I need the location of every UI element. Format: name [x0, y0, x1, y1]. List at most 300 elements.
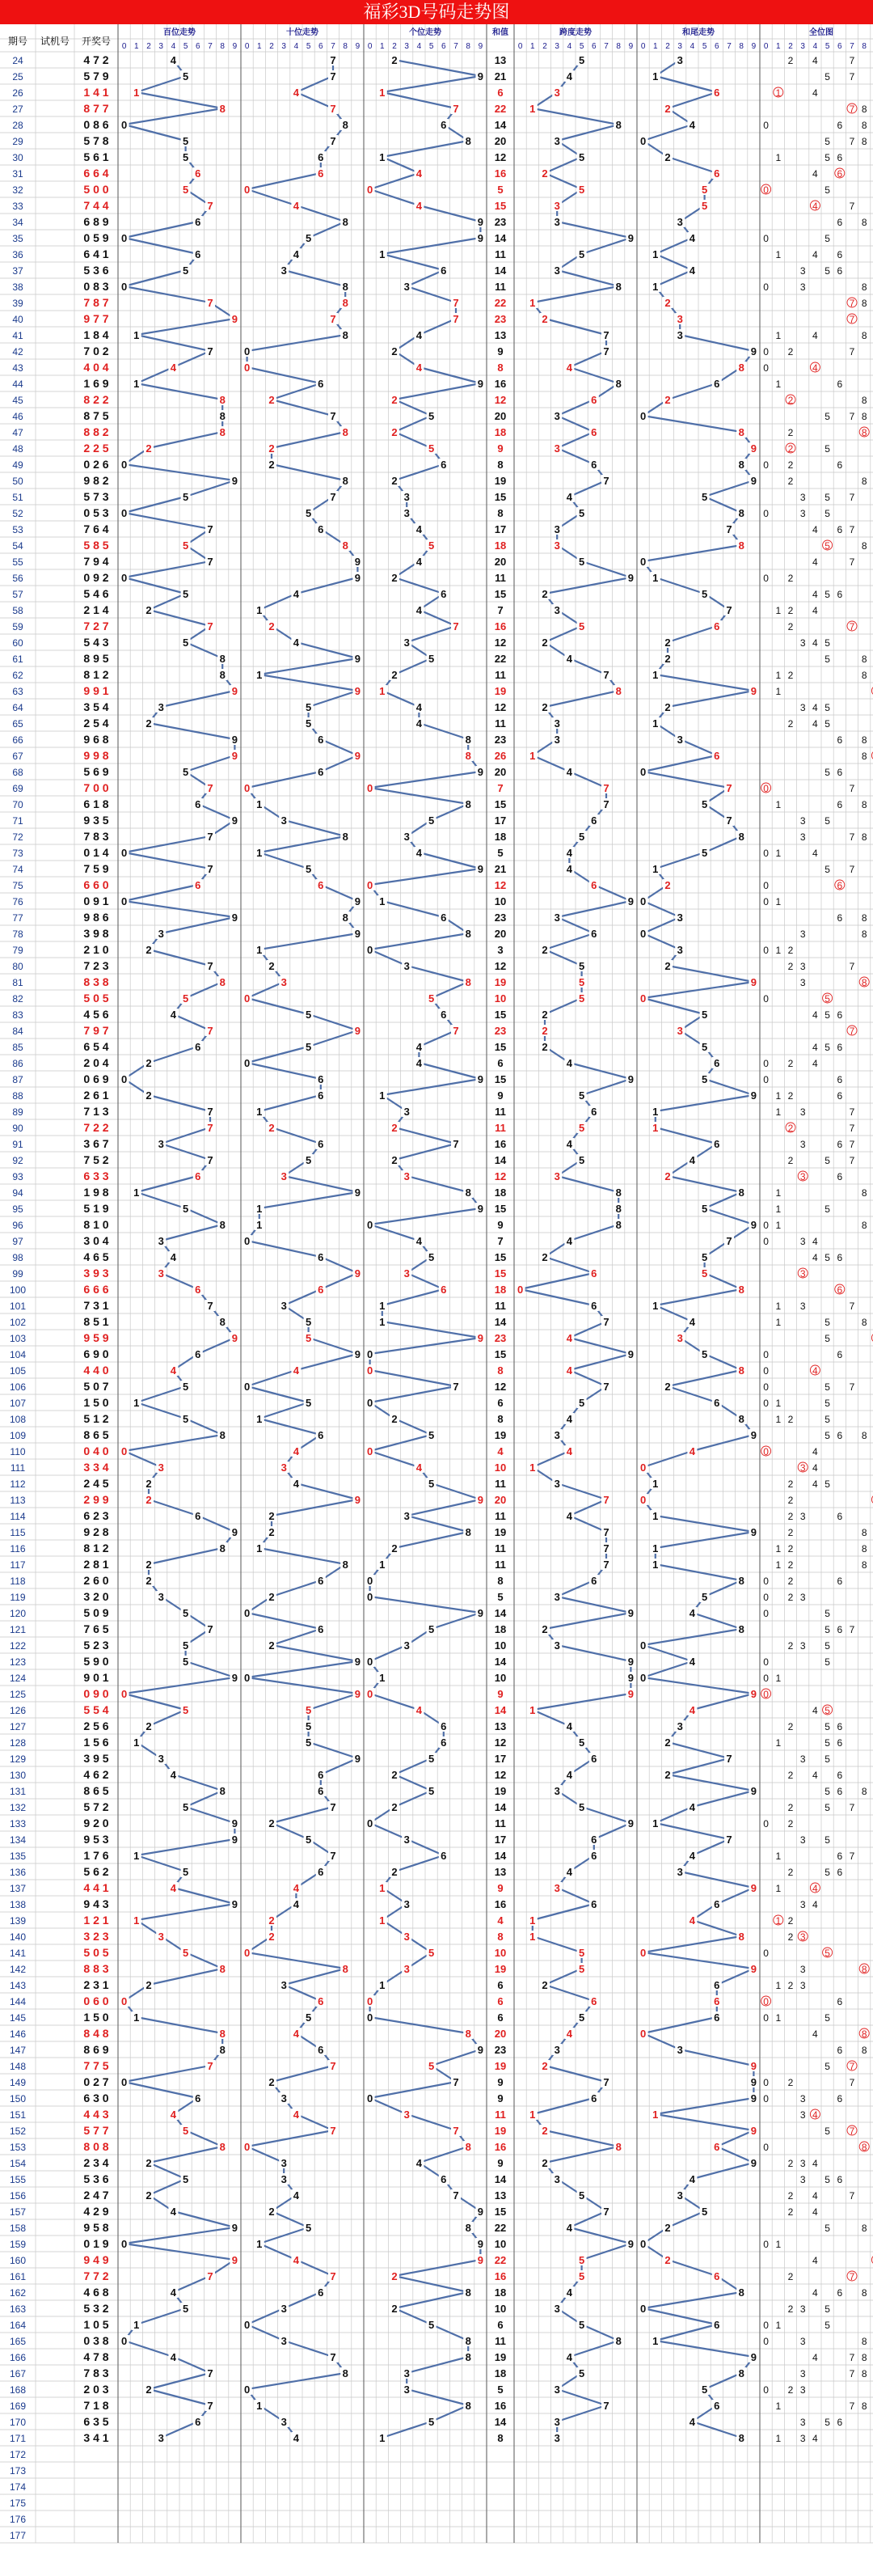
distribution-digit: 2	[787, 427, 794, 438]
sum-tail-digit: 6	[714, 2011, 720, 2024]
sum-value: 9	[497, 1882, 504, 1894]
digit-label-span-5: 5	[579, 42, 584, 51]
tens-digit: 5	[305, 1736, 312, 1749]
tens-digit: 2	[268, 960, 275, 972]
sum-value: 20	[494, 928, 507, 940]
span-digit: 2	[542, 2060, 548, 2072]
distribution-digit: 0	[763, 1220, 769, 1231]
tens-digit: 4	[293, 588, 300, 600]
issue-number: 138	[9, 1899, 27, 1910]
sum-value: 15	[494, 200, 507, 212]
digit-label-span-8: 8	[616, 42, 621, 51]
sum-tail-digit: 9	[750, 345, 757, 357]
distribution-digit: 2	[787, 459, 794, 471]
draw-number: 9 8 2	[83, 474, 109, 487]
hundreds-digit: 1	[133, 2319, 140, 2331]
span-digit: 9	[627, 1688, 635, 1700]
issue-number: 70	[12, 799, 23, 810]
distribution-digit: 4	[812, 168, 818, 180]
tens-digit: 0	[243, 345, 251, 357]
distribution-digit: 0	[763, 1656, 769, 1668]
units-digit: 1	[379, 1316, 386, 1328]
distribution-digit: 0	[763, 1948, 769, 1959]
units-digit: 9	[477, 70, 484, 82]
tens-digit: 2	[268, 1526, 275, 1538]
hundreds-digit: 6	[195, 1348, 201, 1360]
sum-tail-digit: 5	[701, 491, 708, 503]
hundreds-digit: 9	[231, 313, 238, 325]
hundreds-digit: 1	[133, 1914, 140, 1927]
span-digit: 5	[578, 976, 585, 988]
distribution-digit: 2	[787, 718, 794, 730]
hundreds-digit: 7	[207, 960, 213, 972]
digit-label-hundreds-9: 9	[232, 42, 238, 51]
draw-number: 5 1 2	[83, 1412, 109, 1425]
units-digit: 0	[366, 1575, 373, 1587]
distribution-digit: 4	[812, 2352, 818, 2363]
span-digit: 4	[566, 653, 573, 665]
draw-number: 4 6 5	[83, 1250, 109, 1263]
sum-value: 20	[494, 2028, 507, 2040]
span-digit: 4	[566, 2028, 573, 2040]
hundreds-digit: 5	[182, 2303, 189, 2315]
digit-label-distribution-7: 7	[850, 42, 854, 51]
units-digit: 9	[477, 1073, 484, 1085]
span-digit: 3	[554, 734, 560, 746]
span-digit: 5	[578, 620, 585, 632]
distribution-digit: 4	[812, 1252, 818, 1263]
units-digit: 3	[403, 2109, 410, 2121]
span-digit: 2	[542, 313, 548, 325]
hundreds-digit: 0	[120, 1445, 128, 1457]
hundreds-digit: 0	[120, 572, 128, 584]
sum-tail-digit: 0	[639, 766, 647, 778]
sum-value: 11	[495, 1817, 506, 1829]
issue-number: 50	[12, 476, 23, 487]
tens-digit: 9	[354, 895, 361, 907]
sum-value: 5	[497, 2384, 504, 2396]
distribution-digit: 1	[775, 1317, 782, 1328]
distribution-digit: 6	[837, 524, 843, 535]
sum-tail-digit: 9	[750, 976, 757, 988]
sum-tail-digit: 6	[714, 750, 720, 762]
distribution-digit: 2	[787, 1640, 794, 1652]
draw-number: 0 3 8	[83, 2334, 109, 2347]
span-digit: 5	[578, 1089, 585, 1102]
sum-value: 6	[497, 87, 504, 99]
distribution-digit: 6	[837, 1349, 843, 1360]
tens-digit: 0	[243, 2141, 251, 2153]
distribution-digit: 0	[763, 783, 769, 794]
issue-number: 102	[9, 1317, 27, 1328]
draw-number: 3 9 3	[83, 1267, 109, 1280]
span-digit: 1	[529, 750, 536, 762]
sum-tail-digit: 7	[726, 1235, 732, 1247]
tens-digit: 3	[280, 814, 287, 827]
sum-value: 10	[494, 895, 507, 907]
tens-digit: 1	[256, 1542, 263, 1554]
sum-value: 23	[494, 1025, 507, 1037]
distribution-digit: 7	[849, 2126, 855, 2137]
digit-label-sum-tail-6: 6	[715, 42, 719, 51]
hundreds-digit: 3	[158, 1931, 164, 1943]
sum-value: 15	[494, 588, 507, 600]
sum-tail-digit: 8	[738, 1413, 744, 1425]
sum-value: 9	[497, 2092, 504, 2104]
sum-tail-digit: 2	[664, 2254, 671, 2266]
sum-value: 19	[494, 2060, 507, 2072]
issue-number: 176	[9, 2514, 27, 2525]
distribution-digit: 8	[861, 928, 867, 940]
span-digit: 2	[542, 1025, 548, 1037]
digit-label-distribution-3: 3	[800, 42, 805, 51]
tens-digit: 0	[243, 1947, 251, 1959]
units-digit: 9	[477, 2206, 484, 2218]
units-digit: 9	[477, 216, 484, 228]
draw-number: 6 3 5	[83, 2415, 109, 2428]
sum-value: 8	[497, 1575, 504, 1587]
distribution-digit: 3	[799, 815, 806, 827]
sum-value: 12	[494, 1381, 507, 1393]
issue-number: 126	[9, 1705, 27, 1716]
distribution-digit: 2	[787, 2158, 794, 2169]
units-digit: 3	[403, 1963, 410, 1975]
units-digit: 3	[403, 1639, 410, 1652]
sum-value: 17	[494, 523, 507, 535]
tens-digit: 4	[293, 1882, 300, 1894]
distribution-digit: 3	[799, 1511, 806, 1522]
span-digit: 6	[591, 1300, 597, 1312]
digit-label-span-1: 1	[530, 42, 535, 51]
tens-digit: 5	[305, 1154, 312, 1166]
hundreds-digit: 8	[219, 669, 226, 681]
hundreds-digit: 4	[170, 362, 177, 374]
digit-label-hundreds-5: 5	[183, 42, 188, 51]
draw-number: 6 5 4	[83, 1040, 109, 1053]
units-digit: 5	[428, 814, 435, 827]
hundreds-digit: 6	[195, 167, 201, 180]
draw-number: 1 0 5	[83, 2318, 109, 2331]
distribution-digit: 4	[812, 2433, 818, 2444]
distribution-digit: 1	[775, 1203, 782, 1215]
span-digit: 3	[554, 216, 560, 228]
distribution-digit: 2	[787, 1543, 794, 1554]
units-digit: 5	[428, 442, 435, 455]
sum-value: 6	[497, 2011, 504, 2024]
distribution-digit: 3	[799, 1753, 806, 1765]
distribution-digit: 2	[787, 1818, 794, 1829]
tens-digit: 4	[293, 1364, 300, 1377]
sum-tail-digit: 8	[738, 831, 744, 843]
sum-tail-digit: 2	[664, 960, 671, 972]
hundreds-digit: 0	[120, 2335, 128, 2347]
units-digit: 8	[465, 2286, 471, 2299]
issue-number: 149	[9, 2077, 27, 2088]
header-distribution: 全位图	[809, 28, 833, 37]
distribution-digit: 6	[837, 1851, 843, 1862]
tens-digit: 3	[280, 2335, 287, 2347]
span-digit: 1	[529, 1704, 536, 1716]
issue-number: 142	[9, 1964, 27, 1975]
span-digit: 4	[566, 1057, 573, 1069]
distribution-digit: 1	[775, 799, 782, 810]
span-digit: 8	[615, 281, 622, 293]
issue-number: 119	[10, 1592, 26, 1603]
units-digit: 2	[391, 2303, 398, 2315]
sum-value: 10	[494, 1947, 507, 1959]
header-sum-tail: 和尾走势	[682, 28, 715, 37]
draw-number: 2 3 4	[83, 2156, 109, 2169]
span-digit: 6	[591, 1898, 597, 1910]
units-digit: 3	[403, 960, 410, 972]
units-digit: 1	[379, 1089, 386, 1102]
sum-value: 23	[494, 1332, 507, 1344]
distribution-digit: 1	[775, 686, 782, 697]
span-digit: 4	[566, 2222, 573, 2234]
span-digit: 7	[603, 475, 609, 487]
issue-number: 108	[9, 1414, 27, 1425]
draw-number: 3 4 1	[83, 2431, 109, 2444]
distribution-digit: 2	[787, 443, 794, 455]
distribution-digit: 5	[824, 1155, 830, 1166]
distribution-digit: 4	[812, 1770, 818, 1781]
hundreds-digit: 4	[170, 1769, 177, 1781]
distribution-digit: 1	[775, 1106, 782, 1118]
span-digit: 4	[566, 362, 573, 374]
span-digit: 6	[591, 1834, 597, 1846]
sum-tail-digit: 9	[750, 1963, 757, 1975]
hundreds-digit: 8	[219, 653, 226, 665]
tens-digit: 1	[256, 1413, 263, 1425]
units-digit: 1	[379, 685, 386, 697]
sum-tail-digit: 4	[689, 232, 696, 244]
distribution-digit: 3	[799, 1139, 806, 1150]
issue-number: 28	[12, 120, 23, 131]
issue-number: 81	[12, 977, 23, 988]
sum-value: 8	[497, 1364, 504, 1377]
hundreds-digit: 7	[207, 523, 213, 535]
hundreds-digit: 8	[219, 1429, 226, 1441]
units-digit: 5	[428, 992, 435, 1005]
distribution-digit: 7	[849, 1301, 855, 1312]
units-digit: 6	[441, 912, 447, 924]
sum-tail-digit: 3	[677, 944, 683, 956]
units-digit: 0	[366, 879, 373, 891]
tens-digit: 5	[305, 1720, 312, 1732]
distribution-digit: 4	[812, 2158, 818, 2169]
distribution-digit: 6	[837, 880, 843, 891]
issue-number: 30	[12, 152, 23, 163]
distribution-digit: 3	[799, 1301, 806, 1312]
span-digit: 3	[554, 410, 560, 422]
tens-digit: 9	[354, 750, 361, 762]
sum-tail-digit: 8	[738, 1623, 744, 1635]
sum-tail-digit: 5	[701, 2206, 708, 2218]
draw-number: 3 3 4	[83, 1461, 109, 1474]
distribution-digit: 8	[861, 411, 867, 422]
issue-number: 53	[12, 524, 23, 535]
tens-digit: 7	[330, 103, 336, 115]
distribution-digit: 6	[837, 1430, 843, 1441]
tens-digit: 4	[293, 2109, 300, 2121]
tens-digit: 4	[293, 2432, 300, 2444]
distribution-digit: 7	[849, 864, 855, 875]
distribution-digit: 3	[799, 1834, 806, 1846]
issue-number: 41	[12, 330, 23, 341]
hundreds-digit: 0	[120, 1995, 128, 2007]
units-digit: 3	[403, 2367, 410, 2379]
distribution-digit: 2	[787, 55, 794, 66]
span-digit: 6	[591, 928, 597, 940]
span-digit: 2	[542, 944, 548, 956]
issue-number: 68	[12, 767, 23, 778]
tens-digit: 6	[318, 167, 324, 180]
hundreds-digit: 9	[231, 912, 238, 924]
hundreds-digit: 7	[207, 345, 213, 357]
span-digit: 6	[591, 1850, 597, 1862]
draw-number: 7 4 4	[83, 199, 109, 212]
sum-tail-digit: 3	[677, 2189, 683, 2202]
units-digit: 5	[428, 2060, 435, 2072]
units-digit: 1	[379, 1300, 386, 1312]
units-digit: 9	[477, 2044, 484, 2056]
units-digit: 2	[391, 2270, 398, 2282]
tens-digit: 8	[342, 281, 348, 293]
distribution-digit: 5	[824, 492, 830, 503]
units-digit: 1	[379, 248, 386, 260]
units-digit: 9	[477, 1203, 484, 1215]
sum-value: 15	[494, 1073, 507, 1085]
draw-number: 5 0 0	[83, 183, 109, 196]
units-digit: 0	[366, 1364, 373, 1377]
draw-number: 8 6 5	[83, 1784, 109, 1797]
hundreds-digit: 1	[133, 1850, 140, 1862]
units-digit: 6	[441, 1850, 447, 1862]
units-digit: 3	[403, 1106, 410, 1118]
sum-value: 7	[497, 1235, 504, 1247]
distribution-digit: 5	[824, 637, 830, 649]
sum-value: 15	[494, 2206, 507, 2218]
tens-digit: 6	[318, 1138, 324, 1150]
units-digit: 4	[415, 523, 423, 535]
hundreds-digit: 3	[158, 1461, 164, 1474]
distribution-digit: 7	[849, 2190, 855, 2202]
hundreds-digit: 4	[170, 2109, 177, 2121]
issue-number: 48	[12, 443, 23, 455]
span-digit: 4	[566, 1720, 573, 1732]
span-digit: 3	[554, 2044, 560, 2056]
distribution-digit: 2	[787, 2206, 794, 2218]
hundreds-digit: 0	[120, 1073, 128, 1085]
distribution-digit: 7	[849, 1106, 855, 1118]
units-digit: 3	[403, 1510, 410, 1522]
sum-tail-digit: 7	[726, 1834, 732, 1846]
distribution-digit: 3	[799, 2368, 806, 2379]
distribution-digit: 7	[849, 783, 855, 794]
distribution-digit: 0	[763, 1074, 769, 1085]
distribution-digit: 8	[861, 395, 867, 406]
hundreds-digit: 2	[146, 1089, 152, 1102]
sum-value: 22	[494, 653, 507, 665]
distribution-digit: 4	[812, 589, 818, 600]
units-digit: 2	[391, 54, 398, 66]
sum-value: 14	[494, 119, 507, 131]
sum-value: 15	[494, 798, 507, 810]
hundreds-digit: 6	[195, 1284, 201, 1296]
sum-value: 5	[497, 184, 504, 196]
distribution-digit: 3	[799, 702, 806, 713]
distribution-digit: 5	[824, 71, 830, 82]
distribution-digit: 1	[775, 1301, 782, 1312]
draw-number: 1 9 8	[83, 1186, 109, 1199]
distribution-digit: 0	[763, 120, 769, 131]
distribution-digit: 3	[799, 928, 806, 940]
issue-number: 154	[9, 2158, 27, 2169]
issue-number: 72	[12, 831, 23, 843]
sum-value: 5	[497, 847, 504, 859]
distribution-digit: 1	[775, 1543, 782, 1554]
span-digit: 4	[566, 1769, 573, 1781]
issue-number: 83	[12, 1009, 23, 1021]
tens-digit: 8	[342, 119, 348, 131]
issue-number: 73	[12, 848, 23, 859]
draw-number: 8 3 8	[83, 975, 109, 988]
distribution-digit: 1	[775, 249, 782, 260]
distribution-digit: 6	[837, 249, 843, 260]
draw-number: 2 8 1	[83, 1558, 109, 1571]
hundreds-digit: 2	[146, 2189, 152, 2202]
header-span: 跨度走势	[559, 28, 592, 37]
issue-number: 156	[9, 2190, 27, 2202]
digit-label-sum-tail-4: 4	[690, 42, 695, 51]
tens-digit: 9	[354, 928, 361, 940]
draw-number: 9 2 8	[83, 1525, 109, 1538]
draw-number: 8 2 2	[83, 393, 109, 406]
header-hundreds: 百位走势	[163, 28, 196, 37]
issue-number: 39	[12, 298, 23, 309]
span-digit: 3	[554, 442, 560, 455]
draw-number: 7 3 1	[83, 1299, 109, 1312]
distribution-digit: 5	[824, 718, 830, 730]
sum-tail-digit: 1	[652, 281, 659, 293]
distribution-digit: 1	[775, 1851, 782, 1862]
sum-tail-digit: 3	[677, 54, 683, 66]
units-digit: 8	[465, 2351, 471, 2363]
sum-tail-digit: 0	[639, 992, 647, 1005]
span-digit: 1	[529, 1461, 536, 1474]
span-digit: 4	[566, 766, 573, 778]
distribution-digit: 7	[849, 2352, 855, 2363]
sum-tail-digit: 7	[726, 782, 732, 794]
issue-number: 52	[12, 508, 23, 519]
hundreds-digit: 5	[182, 1639, 189, 1652]
hundreds-digit: 8	[219, 1219, 226, 1231]
distribution-digit: 5	[824, 1414, 830, 1425]
issue-number: 69	[12, 783, 23, 794]
units-digit: 4	[415, 1704, 423, 1716]
hundreds-digit: 8	[219, 2028, 226, 2040]
hundreds-digit: 9	[231, 814, 238, 827]
hundreds-digit: 0	[120, 119, 128, 131]
span-digit: 3	[554, 717, 560, 730]
distribution-digit: 1	[775, 1737, 782, 1749]
tens-digit: 2	[268, 2206, 275, 2218]
units-digit: 6	[441, 459, 447, 471]
distribution-digit: 0	[763, 945, 769, 956]
issue-number: 124	[9, 1673, 27, 1684]
tens-digit: 8	[342, 475, 348, 487]
distribution-digit: 1	[775, 848, 782, 859]
